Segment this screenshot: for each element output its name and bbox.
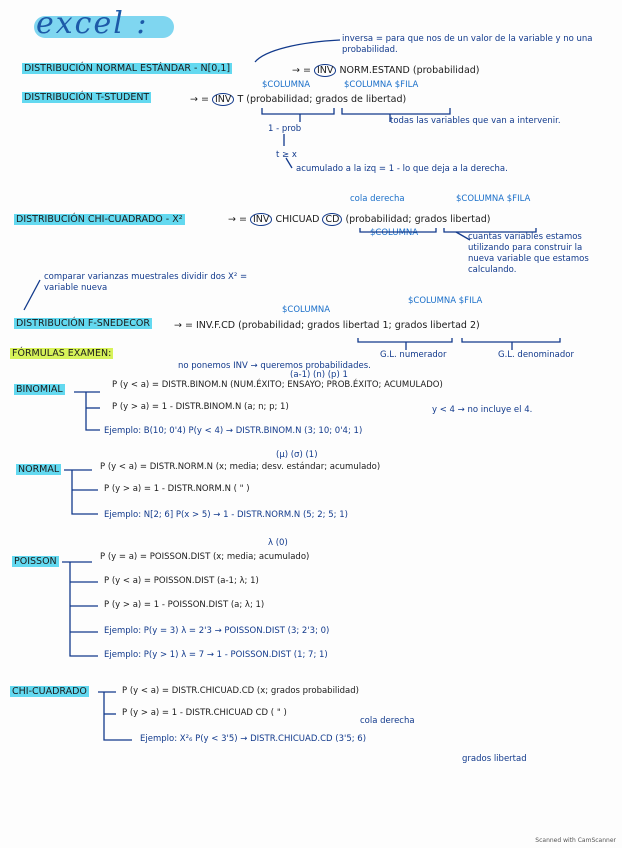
binomial-l3: Ejemplo: B(10; 0'4) P(y < 4) → DISTR.BINOM.N (3; 10; 0'4; 1): [104, 426, 363, 436]
normal-label-text: NORMAL: [18, 464, 60, 475]
formulas-heading-text: FÓRMULAS EXAMEN:: [12, 348, 112, 359]
normal-label: [16, 464, 61, 475]
fsnedecor-colfila: $COLUMNA $FILA: [408, 296, 483, 306]
tstudent-label-text: DISTRIBUCIÓN T-STUDENT: [24, 92, 150, 103]
tstudent-formula: [190, 94, 406, 105]
chi-label: [14, 214, 185, 225]
inverse-note: inversa = para que nos de un valor de la variable y no una probabilidad.: [342, 34, 593, 55]
formula-text: T (probabilidad; grados de libertad): [237, 94, 407, 105]
tstudent-label: [22, 92, 151, 103]
normal-std-label: [22, 63, 232, 74]
normal-l1: P (y < a) = DISTR.NORM.N (x; media; desv. estándar; acumulado): [100, 462, 381, 472]
normal-params: (μ) (σ) (1): [276, 450, 318, 460]
fsnedecor-label: [14, 318, 152, 329]
poisson-l5: Ejemplo: P(y > 1) λ = 7 → 1 - POISSON.DIST (1; 7; 1): [104, 650, 328, 660]
formula-text: NORM.ESTAND (probabilidad): [339, 65, 480, 76]
poisson-l4: Ejemplo: P(y = 3) λ = 2'3 → POISSON.DIST (3; 2'3; 0): [104, 626, 330, 636]
binomial-label: [14, 384, 65, 395]
chi-colfila-note: $COLUMNA $FILA: [456, 194, 531, 204]
inv-circle: INV: [314, 64, 336, 77]
poisson-l3: P (y > a) = 1 - POISSON.DIST (a; λ; 1): [104, 600, 265, 610]
fsnedecor-label-text: DISTRIBUCIÓN F-SNEDECOR: [16, 318, 150, 329]
normal-std-label-text: DISTRIBUCIÓN NORMAL ESTÁNDAR - N[0,1]: [24, 63, 231, 74]
binomial-label-text: BINOMIAL: [16, 384, 63, 395]
poisson-params: λ (0): [268, 538, 288, 548]
chicuad-l2: P (y > a) = 1 - DISTR.CHICUAD CD ( " ): [122, 708, 287, 718]
title-block: [26, 6, 186, 42]
binomial-note: no ponemos INV → queremos probabilidades.: [178, 361, 371, 371]
formula-text-a: CHICUAD: [275, 214, 320, 225]
poisson-label: [12, 556, 59, 567]
formula-prefix: → =: [228, 214, 247, 225]
binomial-l3-note: y < 4 → no incluye el 4.: [432, 405, 533, 415]
poisson-l2: P (y < a) = POISSON.DIST (a-1; λ; 1): [104, 576, 259, 586]
chi-label-text: DISTRIBUCIÓN CHI-CUADRADO - X²: [16, 214, 183, 225]
formula-text-b: (probabilidad; grados libertad): [345, 214, 491, 225]
normal-l3: Ejemplo: N[2; 6] P(x > 5) → 1 - DISTR.NORM.N (5; 2; 5; 1): [104, 510, 348, 520]
tstudent-prob-note: 1 - prob: [268, 124, 302, 134]
tstudent-ineq: t ≥ x: [276, 150, 297, 160]
binomial-l2: P (y > a) = 1 - DISTR.BINOM.N (a; n; p; 1): [112, 402, 289, 412]
chicuad-l3: Ejemplo: X²₆ P(y < 3'5) → DISTR.CHICUAD.CD (3'5; 6): [140, 734, 367, 744]
fsnedecor-gl-den: G.L. denominador: [498, 350, 574, 360]
chicuad-label: [10, 686, 89, 697]
poisson-label-text: POISSON: [14, 556, 57, 567]
inv-circle: INV: [212, 93, 234, 106]
poisson-l1: P (y = a) = POISSON.DIST (x; media; acumulado): [100, 552, 310, 562]
scanner-watermark: Scanned with CamScanner: [535, 837, 616, 844]
normal-std-formula: [292, 65, 480, 76]
tstudent-col-note: $COLUMNA: [262, 80, 311, 90]
tstudent-vars-note: todas las variables que van a intervenir.: [390, 116, 561, 126]
chicuad-l2-note: cola derecha: [360, 716, 415, 726]
binomial-l1: P (y < a) = DISTR.BINOM.N (NUM.ÉXITO; ENSAYO; PROB.ÉXITO; ACUMULADO): [112, 380, 443, 390]
inv-circle: INV: [250, 213, 272, 226]
tstudent-fila-note: $COLUMNA $FILA: [344, 80, 419, 90]
chi-formula: [228, 214, 491, 225]
chi-col-note: $COLUMNA: [370, 228, 419, 238]
fsnedecor-gl-num: G.L. numerador: [380, 350, 447, 360]
chi-cola-note: cola derecha: [350, 194, 405, 204]
fsnedecor-note: comparar varianzas muestrales dividir dos X² = variable nueva: [44, 272, 248, 293]
fsnedecor-formula: → = INV.F.CD (probabilidad; grados libertad 1; grados libertad 2): [174, 320, 480, 331]
chicuad-l1: P (y < a) = DISTR.CHICUAD.CD (x; grados probabilidad): [122, 686, 359, 696]
chicuad-l3-note: grados libertad: [462, 754, 527, 764]
formula-prefix: → =: [190, 94, 209, 105]
formulas-heading: [10, 348, 113, 359]
chicuad-label-text: CHI-CUADRADO: [12, 686, 87, 697]
page-title: excel :: [36, 6, 149, 41]
normal-l2: P (y > a) = 1 - DISTR.NORM.N ( " ): [104, 484, 250, 494]
binomial-params: (a-1) (n) (p) 1: [290, 370, 348, 380]
chi-side-note: cuantas variables estamos utilizando para construir la nueva variable que estamos calculando.: [468, 232, 589, 275]
formula-prefix: → =: [292, 65, 311, 76]
tstudent-acum-note: acumulado a la izq = 1 - lo que deja a la derecha.: [296, 164, 508, 174]
fsnedecor-col: $COLUMNA: [282, 305, 331, 315]
cd-circle: CD: [322, 213, 342, 226]
